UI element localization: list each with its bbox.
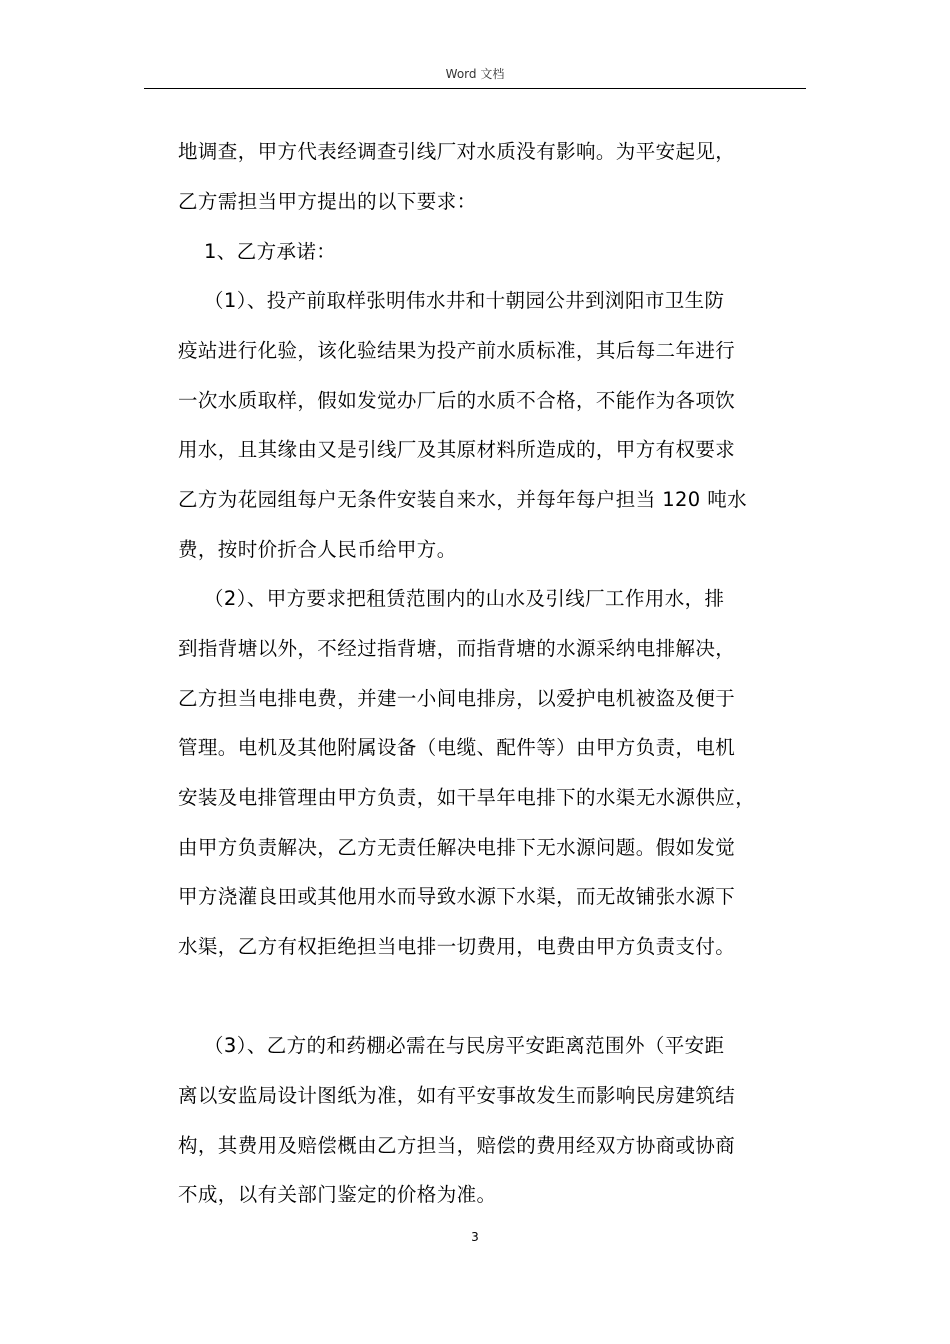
paragraph-line: 甲方浇灌良田或其他用水而导致水源下水渠，而无故铺张水源下 (178, 885, 736, 908)
paragraph-line: 安装及电排管理由甲方负责，如干旱年电排下的水渠无水源供应， (178, 786, 756, 809)
paragraph-line: 离以安监局设计图纸为准，如有平安事故发生而影响民房建筑结 (178, 1084, 736, 1107)
paragraph-line: 不成，以有关部门鉴定的价格为准。 (178, 1183, 497, 1206)
header-divider (144, 88, 806, 89)
paragraph-line: 管理。电机及其他附属设备（电缆、配件等）由甲方负责，电机 (178, 736, 736, 759)
paragraph-line: 乙方为花园组每户无条件安装自来水，并每年每户担当 120 吨水 (178, 488, 748, 511)
paragraph-line: 由甲方负责解决，乙方无责任解决电排下无水源问题。假如发觉 (178, 836, 736, 859)
paragraph-line: 构，其费用及赔偿概由乙方担当，赔偿的费用经双方协商或协商 (178, 1134, 736, 1157)
paragraph-line: 地调查，甲方代表经调查引线厂对水质没有影响。为平安起见， (178, 140, 736, 163)
page-header-title: Word 文档 (445, 67, 505, 81)
paragraph-line: （1）、投产前取样张明伟水井和十朝园公井到浏阳市卫生防 (204, 289, 725, 312)
paragraph-line: 水渠，乙方有权拒绝担当电排一切费用，电费由甲方负责支付。 (178, 935, 736, 958)
paragraph-line: 费，按时价折合人民币给甲方。 (178, 538, 457, 561)
paragraph-line: （3）、乙方的和药棚必需在与民房平安距离范围外（平安距 (204, 1034, 725, 1057)
paragraph-line: 用水，且其缘由又是引线厂及其原材料所造成的，甲方有权要求 (178, 438, 736, 461)
paragraph-line: 一次水质取样，假如发觉办厂后的水质不合格，不能作为各项饮 (178, 389, 736, 412)
paragraph-line: 乙方需担当甲方提出的以下要求： (178, 190, 477, 213)
paragraph-line: 疫站进行化验，该化验结果为投产前水质标准，其后每二年进行 (178, 339, 736, 362)
page-number: 3 (471, 1230, 479, 1244)
paragraph-line: 乙方担当电排电费，并建一小间电排房，以爱护电机被盗及便于 (178, 687, 736, 710)
paragraph-line: 1、乙方承诺： (204, 240, 337, 263)
paragraph-line: 到指背塘以外，不经过指背塘，而指背塘的水源采纳电排解决， (178, 637, 736, 660)
paragraph-line: （2）、甲方要求把租赁范围内的山水及引线厂工作用水，排 (204, 587, 725, 610)
